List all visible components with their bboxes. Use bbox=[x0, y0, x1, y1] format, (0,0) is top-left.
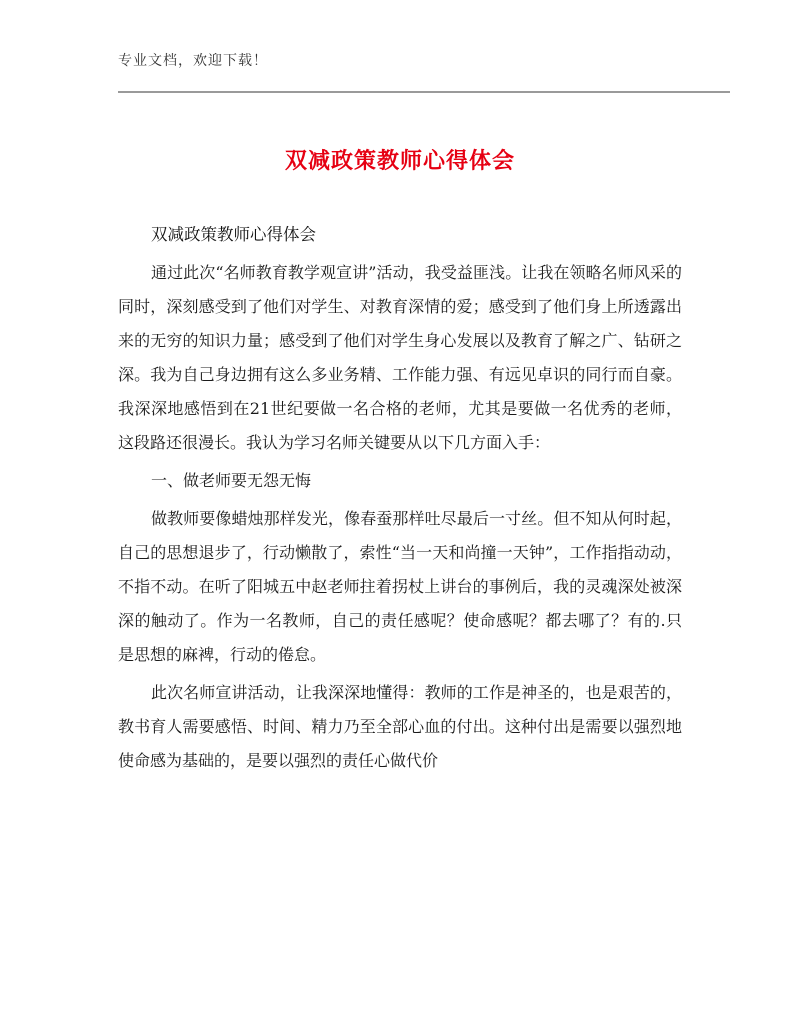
document-body bbox=[118, 218, 682, 782]
document-subtitle: 双减政策教师心得体会 bbox=[151, 225, 316, 244]
paragraph-candle: 做教师要像蜡烛那样发光，像春蚕那样吐尽最后一寸丝。但不知从何时起，自己的思想退步了，行动懒散了，索性“当一天和尚撞一天钟”，工作指指动动，不指不动。在听了阳城五中赵老师拄着拐杖上讲台的事例后，我的灵魂深处被深深的触动了。作为一名教师，自己的责任感呢？使命感呢？都去哪了？有的.只是思想的麻裨，行动的倦怠。 bbox=[118, 509, 682, 664]
header-note: 专业文档，欢迎下载！ bbox=[118, 53, 268, 69]
section-heading-1: 一、做老师要无怨无悔 bbox=[151, 471, 312, 490]
paragraph-intro: 通过此次“名师教育教学观宣讲”活动，我受益匪浅。让我在领略名师风采的同时，深刻感受到了他们对学生、对教育深情的爱；感受到了他们身上所透露出来的无穷的知识力量；感受到了他们对学生身心发展以及教育了解之广、钻研之深。我为自己身边拥有这么多业务精、工作能力强、有远见卓识的同行而自豪。我深深地感悟到在21世纪要做一名合格的老师，尤其是要做一名优秀的老师，这段路还很漫长。我认为学习名师关键要从以下几方面入手： bbox=[118, 263, 682, 452]
document-title: 双减政策教师心得体会 bbox=[284, 149, 515, 174]
header-divider bbox=[118, 91, 730, 93]
paragraph-lecture: 此次名师宣讲活动，让我深深地懂得：教师的工作是神圣的，也是艰苦的，教书育人需要感悟、时间、精力乃至全部心血的付出。这种付出是需要以强烈地使命感为基础的，是要以强烈的责任心做代价 bbox=[118, 683, 682, 770]
